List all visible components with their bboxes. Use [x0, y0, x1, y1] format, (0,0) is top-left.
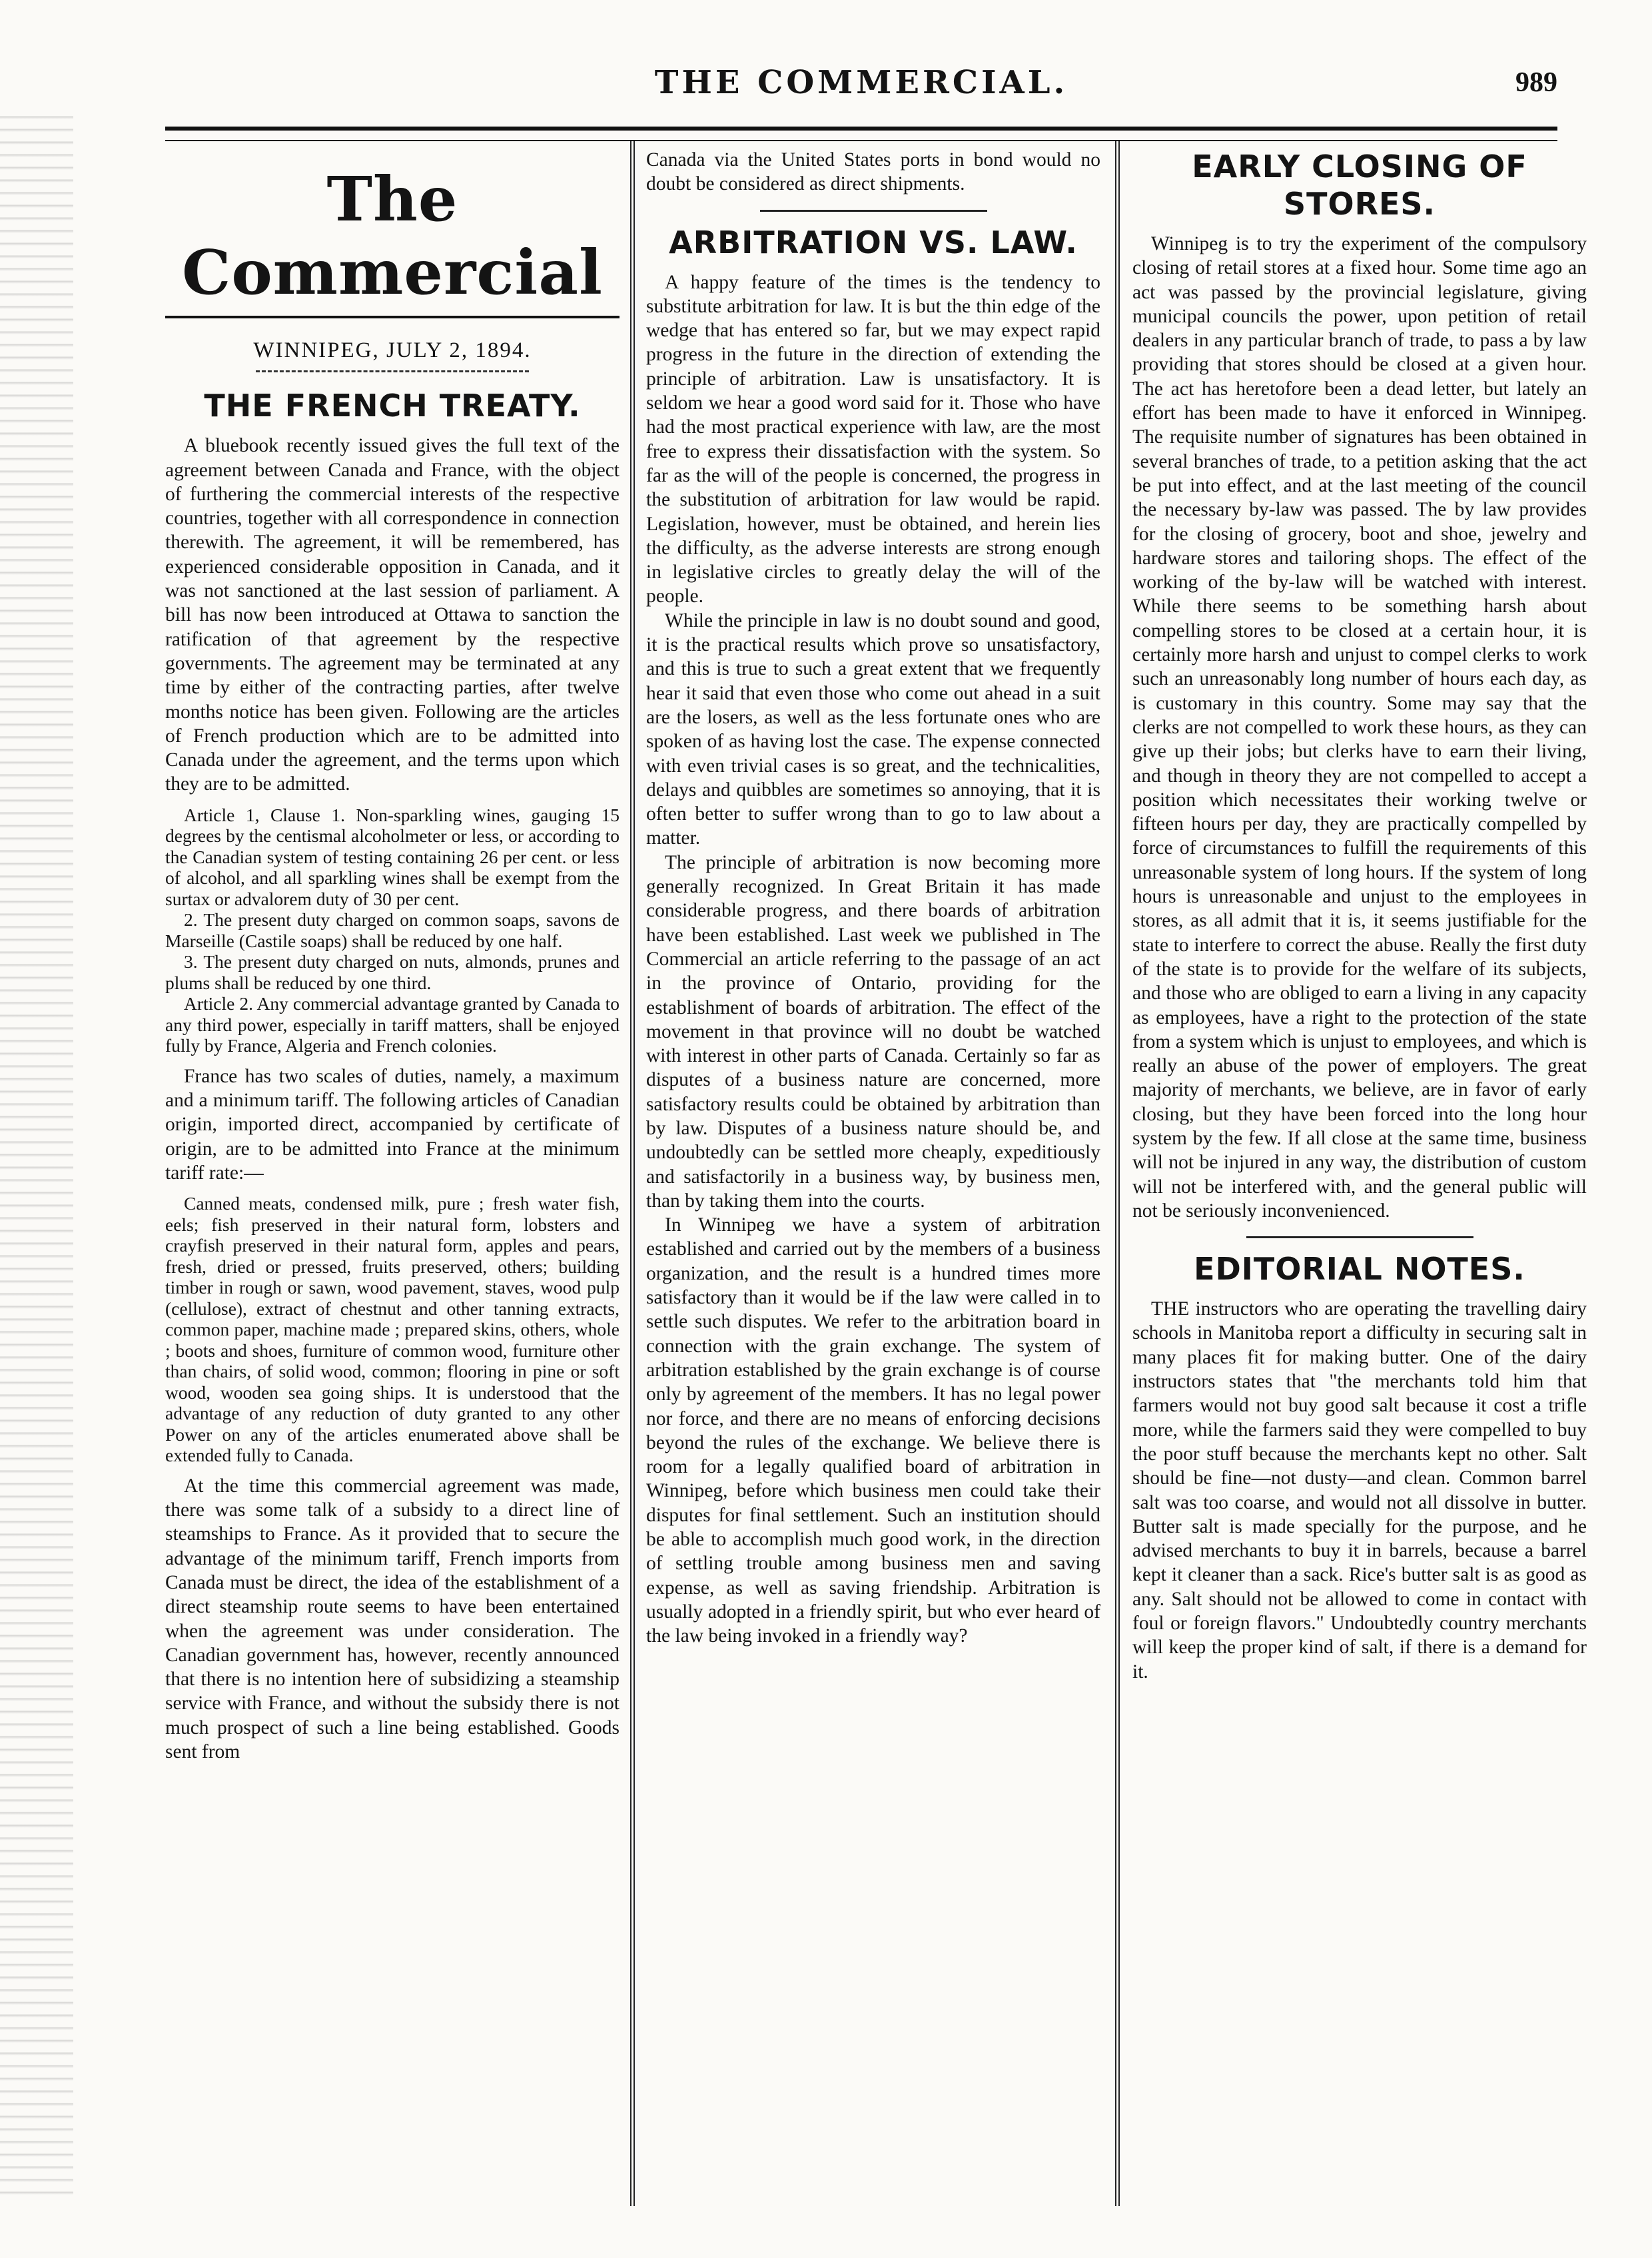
editorial-notes-headline: EDITORIAL NOTES.	[1194, 1251, 1525, 1288]
page-number: 989	[1515, 67, 1557, 98]
running-title: THE COMMERCIAL.	[654, 64, 1068, 101]
article-separator	[1246, 1236, 1473, 1238]
arbitration-paragraph: While the principle in law is no doubt sound and good, it is the practical results which prove so unsatisfactory, and this is true to such a great extent that we frequently hear it said that even those who come out ahead in a suit are the losers, as well as the less fortunate ones who are spoken of as having lost the case. The expense connected with even trivial cases is so great, and the technicalities, delays and quibbles are sometimes so annoying, that it is often better to suffer wrong than to go to law about a matter.	[646, 609, 1100, 849]
treaty-article-clause: Article 2. Any commercial advantage granted by Canada to any third power, especially in tariff matters, shall be enjoyed fully by France, Algeria and French colonies.	[165, 993, 620, 1056]
running-head	[165, 64, 1557, 111]
editorial-notes-paragraph: THE instructors who are operating the travelling dairy schools in Manitoba report a difficulty in securing salt in many places fit for making butter. One of the dairy instructors states that "the merchants told him that farmers would not buy good salt because it cost a trifle more, while the farmers said they were compelled to buy the poor stuff because the merchants kept no other. Salt should be fine—not dusty—and clean. Common barrel salt was too coarse, and would not all dissolve in butter. Butter salt is made specially for the purpose, and he advised merchants to buy it in barrels, because a barrel kept it cleaner than a sack. Rice's butter salt is as good as any. Salt should not be allowed to come in contact with foul or foreign flavors." Undoubtedly country merchants will keep the proper kind of salt, if there is a demand for it.	[1132, 1298, 1587, 1683]
arbitration-paragraph: In Winnipeg we have a system of arbitration established and carried out by the members of a business organization, and the result is a hundred times more satisfactory than it would be if the law were called in to settle such disputes. We refer to the arbitration board in connection with the grain exchange. The system of arbitration established by the grain exchange is of course only by agreement of the members. It has no legal power nor force, and there are no means of enforcing decisions beyond the rules of the exchange. We believe there is room for a legally qualified board of arbitration in Winnipeg, before which business men could take their disputes for final settlement. Such an institution should be able to accomplish much good work, in the direction of settling trouble among business men and saving expense, as well as saving friendship. Arbitration is usually adopted in a friendly spirit, but who ever heard of the law being invoked in a friendly way?	[646, 1214, 1100, 1647]
arbitration-paragraph: The principle of arbitration is now becoming more generally recognized. In Great Britain it has made considerable progress, and there boards of arbitration have been established. Last week we published in The Commercial an article referring to the passage of an act in the province of Ontario, providing for the establishment of boards of arbitration. The effect of the movement in that province will no doubt be watched with interest in other parts of Canada. Certainly so far as disputes of a business nature are concerned, more satisfactory results could be obtained by arbitration than by law. Disputes of a business nature should be, and undoubtedly can be settled more cheaply, expeditiously and satisfactorily in a business way, by business men, than by taking them into the courts.	[646, 851, 1100, 1212]
column-3	[1132, 148, 1587, 2206]
masthead-rule	[165, 316, 620, 318]
column-rule-2	[1115, 141, 1120, 2206]
masthead: The Commercial	[182, 163, 603, 308]
minimum-tariff-list: Canned meats, condensed milk, pure ; fresh water fish, eels; fish preserved in their natural form, lobsters and crayfish preserved in their natural form, apples and pears, fresh, dried or pressed, fruits preserved, others; building timber in rough or sawn, wood pavement, staves, wood pulp (cellulose), extract of chestnut and other tanning extracts, common paper, machine made ; prepared skins, others, whole ; boots and shoes, furniture of common wood, furniture other than chairs, of solid wood, common; flooring in pine or soft wood, wooden sea going ships. It is understood that the advantage of any reduction of duty granted to any other Power on any of the articles enumerated above shall be extended fully to Canada.	[165, 1193, 620, 1466]
arbitration-headline: ARBITRATION VS. LAW.	[669, 224, 1078, 260]
treaty-article-clause: 2. The present duty charged on common soaps, savons de Marseille (Castile soaps) shall be reduced by one half.	[165, 909, 620, 951]
treaty-article-clause: Article 1, Clause 1. Non-sparkling wines, gauging 15 degrees by the centismal alcoholmeter or less, or according to the Canadian system of testing containing 26 per cent. or less of alcohol, and all sparkling wines shall be exempt from the surtax or advalorem duty of 30 per cent.	[165, 804, 620, 909]
header-double-rule	[165, 127, 1557, 141]
column-1	[165, 148, 620, 2206]
column-2	[646, 148, 1100, 2206]
binding-margin	[0, 107, 73, 2198]
french-treaty-headline: THE FRENCH TREATY.	[204, 388, 581, 424]
dateline: WINNIPEG, JULY 2, 1894.	[253, 338, 532, 362]
column-rule-1	[630, 141, 635, 2206]
french-treaty-paragraph: At the time this commercial agreement was made, there was some talk of a subsidy to a direct line of steamships to France. As it provided that to secure the advantage of the minimum tariff, French imports from Canada must be direct, the idea of the establishment of a direct steamship route seems to have been entertained when the agreement was under consideration. The Canadian government has, however, recently announced that there is no intention here of subsidizing a steamship service with France, and without the subsidy there is not much prospect of such a line being established. Goods sent from	[165, 1475, 620, 1762]
early-closing-headline: EARLY CLOSING OF STORES.	[1192, 149, 1527, 222]
french-treaty-continuation: Canada via the United States ports in bond would no doubt be considered as direct shipments.	[646, 149, 1100, 195]
french-treaty-paragraph: A bluebook recently issued gives the full text of the agreement between Canada and France, with the object of furthering the commercial interests of the respective countries, together with all correspondence in connection therewith. The agreement, it will be remembered, has experienced considerable opposition in Canada, and it was not sanctioned at the last session of parliament. A bill has now been introduced at Ottawa to sanction the ratification of that agreement by the respective governments. The agreement may be terminated at any time by either of the contracting parties, after twelve months notice has been given. Following are the articles of French production which are to be admitted into Canada under the agreement, and the terms upon which they are to be admitted.	[165, 435, 620, 795]
arbitration-paragraph: A happy feature of the times is the tendency to substitute arbitration for law. It is but the thin edge of the wedge that has entered so far, but we may expect rapid progress in the future in the direction of extending the principle of arbitration. Law is unsatisfactory. It is seldom we hear a good word said for it. Those who have had the most practical experience with law, are the most free to express their dissatisfaction with the system. So far as the will of the people is concerned, the progress in the substitution of arbitration for law would be rapid. Legislation, however, must be obtained, and herein lies the difficulty, as the adverse interests are strong enough in legislative circles to greatly delay the will of the people.	[646, 271, 1100, 607]
article-separator	[760, 210, 987, 212]
dateline-rule	[256, 370, 528, 372]
treaty-article-clause: 3. The present duty charged on nuts, almonds, prunes and plums shall be reduced by one third.	[165, 951, 620, 993]
french-treaty-paragraph: France has two scales of duties, namely, a maximum and a minimum tariff. The following articles of Canadian origin, imported direct, accompanied by certificate of origin, are to be admitted into France at the minimum tariff rate:—	[165, 1065, 620, 1184]
early-closing-paragraph: Winnipeg is to try the experiment of the compulsory closing of retail stores at a fixed hour. Some time ago an act was passed by the provincial legislature, giving municipal councils the power, upon petition of retail dealers in any particular branch of trade, to pass a by law providing that stores should be closed at a given hour. The act has heretofore been a dead letter, but lately an effort has been made to have it enforced in Winnipeg. The requisite number of signatures has been obtained in several branches of trade, to a petition asking that the act be put into effect, and at the last meeting of the council the necessary by-law was passed. The by law provides for the closing of grocery, boot and shoe, jewelry and hardware stores and tailoring shops. The effect of the working of the by-law will be watched with interest. While there seems to be something harsh about compelling stores to be closed at a certain hour, it is certainly more harsh and unjust to compel clerks to work such an unreasonably long number of hours each day, as is customary in this country. Some may say that the clerks are not compelled to work these hours, as they can give up their jobs; but clerks have to earn their living, and though in theory they are not compelled to accept a position which necessitates their working twelve or fifteen hours per day, they are practically compelled by force of circumstances to fulfill the requirements of this unreasonable system of long hours. If the system of long hours is unreasonable and unjust to the employees in stores, as all admit that it is, it seems justifiable for the state to interfere to correct the abuse. Really the first duty of the state is to provide for the welfare of its subjects, and those who are obliged to earn a living in any capacity as employees, have a right to the protection of the state from a system which is unjust to employees, and which is really an abuse of the power of employers. The great majority of merchants, we believe, are in favor of early closing, but they have been forced into the long hour system by the few. If all close at the same time, business will not be injured in any way, the distribution of custom will not be interfered with, and the general public will not be seriously inconvenienced.	[1132, 233, 1587, 1222]
